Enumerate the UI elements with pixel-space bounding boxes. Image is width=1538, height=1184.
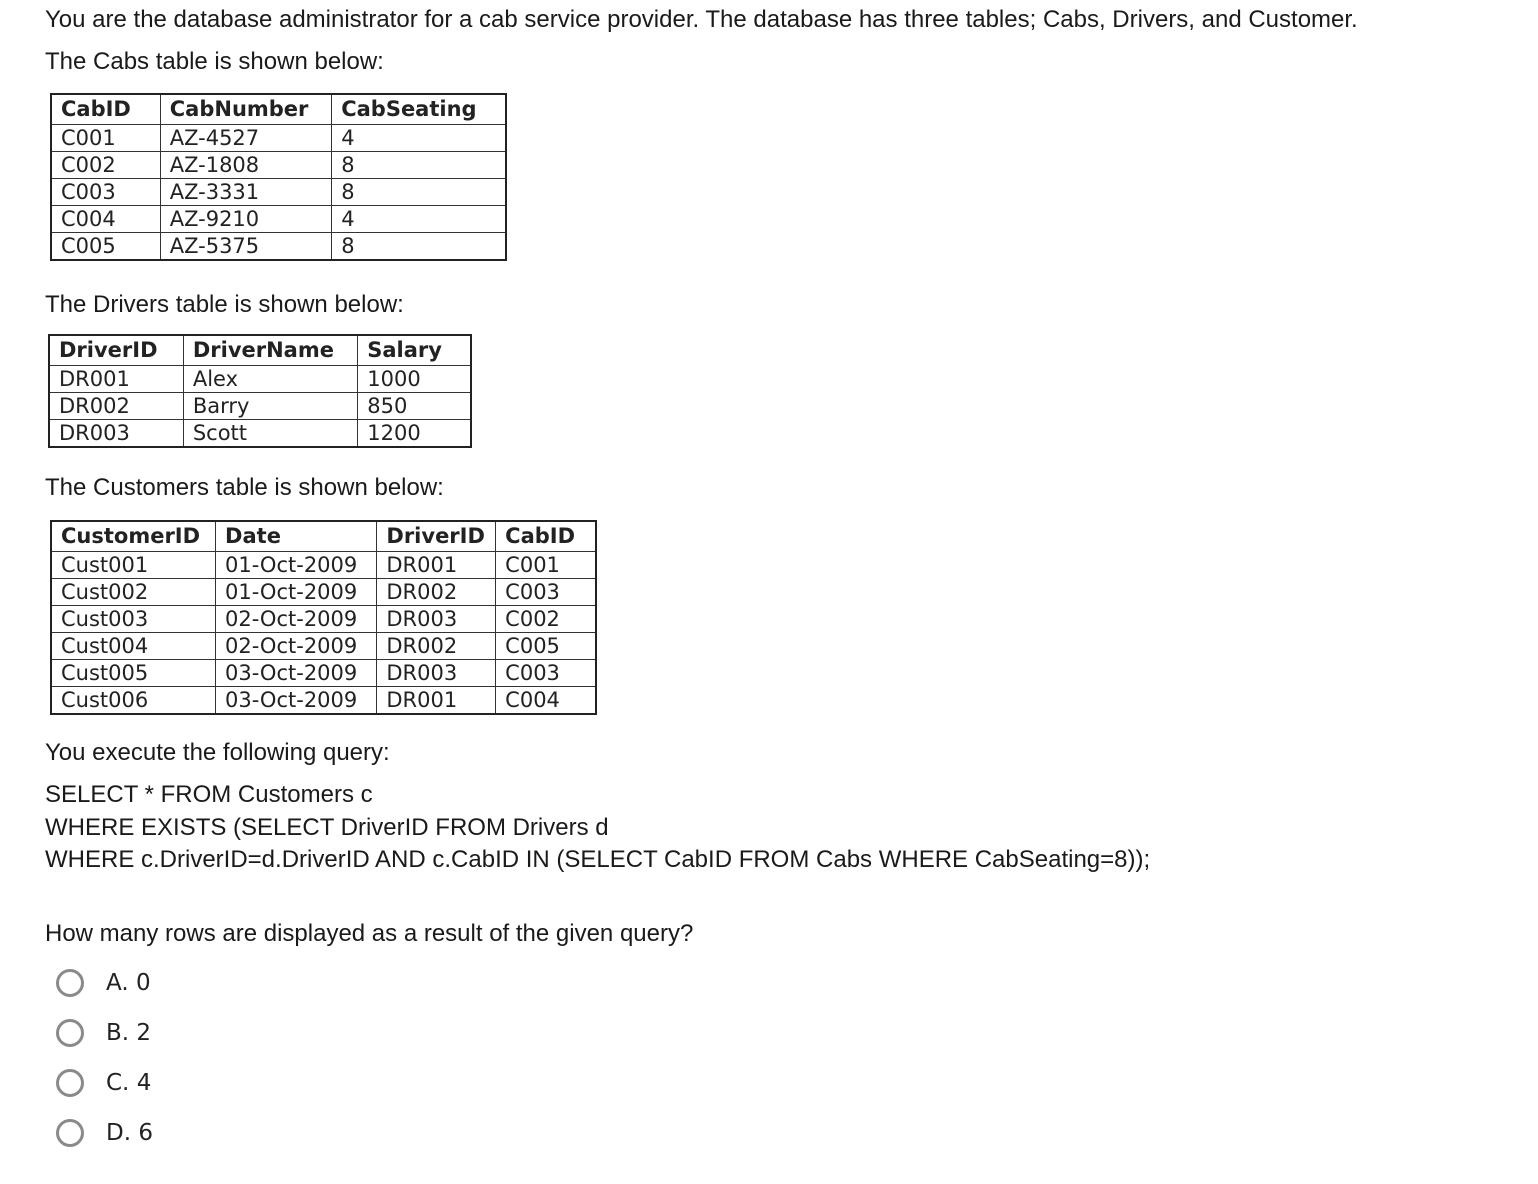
table-cell: AZ-5375	[160, 232, 331, 260]
table-row	[51, 578, 596, 605]
table-header-row	[49, 335, 471, 365]
column-header-driverid: DriverID	[49, 335, 183, 365]
table-row	[49, 365, 471, 392]
table-cell: Cust005	[51, 659, 216, 686]
radio-button-icon[interactable]	[56, 969, 84, 997]
table-cell: Cust001	[51, 551, 216, 578]
table-row	[51, 232, 506, 260]
table-cell: C002	[496, 605, 596, 632]
table-cell: C003	[496, 659, 596, 686]
table-cell: 8	[332, 151, 506, 178]
table-cell: Scott	[183, 419, 357, 447]
table-cell: 4	[332, 205, 506, 232]
table-cell: DR001	[377, 551, 496, 578]
table-cell: C005	[51, 232, 160, 260]
table-row	[51, 151, 506, 178]
table-cell: AZ-3331	[160, 178, 331, 205]
table-row	[49, 392, 471, 419]
table-cell: Alex	[183, 365, 357, 392]
column-header-cabnumber: CabNumber	[160, 94, 331, 124]
table-cell: DR003	[49, 419, 183, 447]
answer-option-c[interactable]	[56, 1066, 151, 1100]
query-intro: You execute the following query:	[45, 739, 390, 766]
query-line-1: SELECT * FROM Customers c	[45, 781, 373, 808]
column-header-date: Date	[216, 521, 377, 551]
table-row	[51, 659, 596, 686]
table-cell: C004	[51, 205, 160, 232]
query-line-2: WHERE EXISTS (SELECT DriverID FROM Drivers d	[45, 814, 609, 841]
table-cell: 8	[332, 178, 506, 205]
query-line-3: WHERE c.DriverID=d.DriverID AND c.CabID IN (SELECT CabID FROM Cabs WHERE CabSeating=8));	[45, 846, 1151, 873]
table-cell: 01-Oct-2009	[216, 551, 377, 578]
table-cell: 8	[332, 232, 506, 260]
table-row	[51, 605, 596, 632]
table-cell: 02-Oct-2009	[216, 605, 377, 632]
table-cell: AZ-1808	[160, 151, 331, 178]
column-header-customerid: CustomerID	[51, 521, 216, 551]
cabs-caption: The Cabs table is shown below:	[45, 48, 384, 75]
table-cell: DR002	[377, 578, 496, 605]
table-cell: DR001	[377, 686, 496, 714]
table-row	[51, 551, 596, 578]
answer-option-label: A. 0	[106, 970, 151, 996]
table-cell: C002	[51, 151, 160, 178]
table-cell: 850	[358, 392, 471, 419]
table-cell: C005	[496, 632, 596, 659]
table-row	[51, 178, 506, 205]
cabs-table	[50, 93, 507, 261]
table-cell: AZ-4527	[160, 124, 331, 151]
answer-option-a[interactable]	[56, 966, 151, 1000]
column-header-cabseating: CabSeating	[332, 94, 506, 124]
table-cell: 03-Oct-2009	[216, 659, 377, 686]
intro-text: You are the database administrator for a cab service provider. The database has three tables; Cabs, Drivers, and Customer.	[45, 6, 1358, 33]
table-cell: C001	[496, 551, 596, 578]
table-cell: DR002	[49, 392, 183, 419]
table-cell: Cust003	[51, 605, 216, 632]
customers-table	[50, 520, 597, 715]
table-row	[51, 686, 596, 714]
radio-button-icon[interactable]	[56, 1019, 84, 1047]
radio-button-icon[interactable]	[56, 1119, 84, 1147]
answer-option-d[interactable]	[56, 1116, 153, 1150]
table-row	[51, 124, 506, 151]
column-header-drivername: DriverName	[183, 335, 357, 365]
table-row	[51, 632, 596, 659]
answer-option-label: D. 6	[106, 1120, 153, 1146]
radio-button-icon[interactable]	[56, 1069, 84, 1097]
table-row	[51, 205, 506, 232]
table-row	[49, 419, 471, 447]
column-header-driverid: DriverID	[377, 521, 496, 551]
table-cell: Cust004	[51, 632, 216, 659]
answer-option-label: B. 2	[106, 1020, 152, 1046]
table-cell: DR003	[377, 605, 496, 632]
table-cell: C001	[51, 124, 160, 151]
drivers-table	[48, 334, 472, 448]
table-cell: 1200	[358, 419, 471, 447]
table-cell: DR001	[49, 365, 183, 392]
drivers-caption: The Drivers table is shown below:	[45, 291, 404, 318]
table-cell: Barry	[183, 392, 357, 419]
column-header-cabid: CabID	[51, 94, 160, 124]
table-cell: Cust006	[51, 686, 216, 714]
table-header-row	[51, 521, 596, 551]
table-cell: 03-Oct-2009	[216, 686, 377, 714]
table-cell: Cust002	[51, 578, 216, 605]
column-header-cabid: CabID	[496, 521, 596, 551]
table-cell: C004	[496, 686, 596, 714]
table-cell: C003	[51, 178, 160, 205]
table-header-row	[51, 94, 506, 124]
answer-option-b[interactable]	[56, 1016, 151, 1050]
customers-caption: The Customers table is shown below:	[45, 474, 444, 501]
table-cell: 02-Oct-2009	[216, 632, 377, 659]
table-cell: DR003	[377, 659, 496, 686]
question-text: How many rows are displayed as a result of the given query?	[45, 920, 694, 947]
column-header-salary: Salary	[358, 335, 471, 365]
table-cell: C003	[496, 578, 596, 605]
answer-option-label: C. 4	[106, 1070, 152, 1096]
table-cell: 4	[332, 124, 506, 151]
table-cell: 1000	[358, 365, 471, 392]
table-cell: DR002	[377, 632, 496, 659]
table-cell: 01-Oct-2009	[216, 578, 377, 605]
table-cell: AZ-9210	[160, 205, 331, 232]
